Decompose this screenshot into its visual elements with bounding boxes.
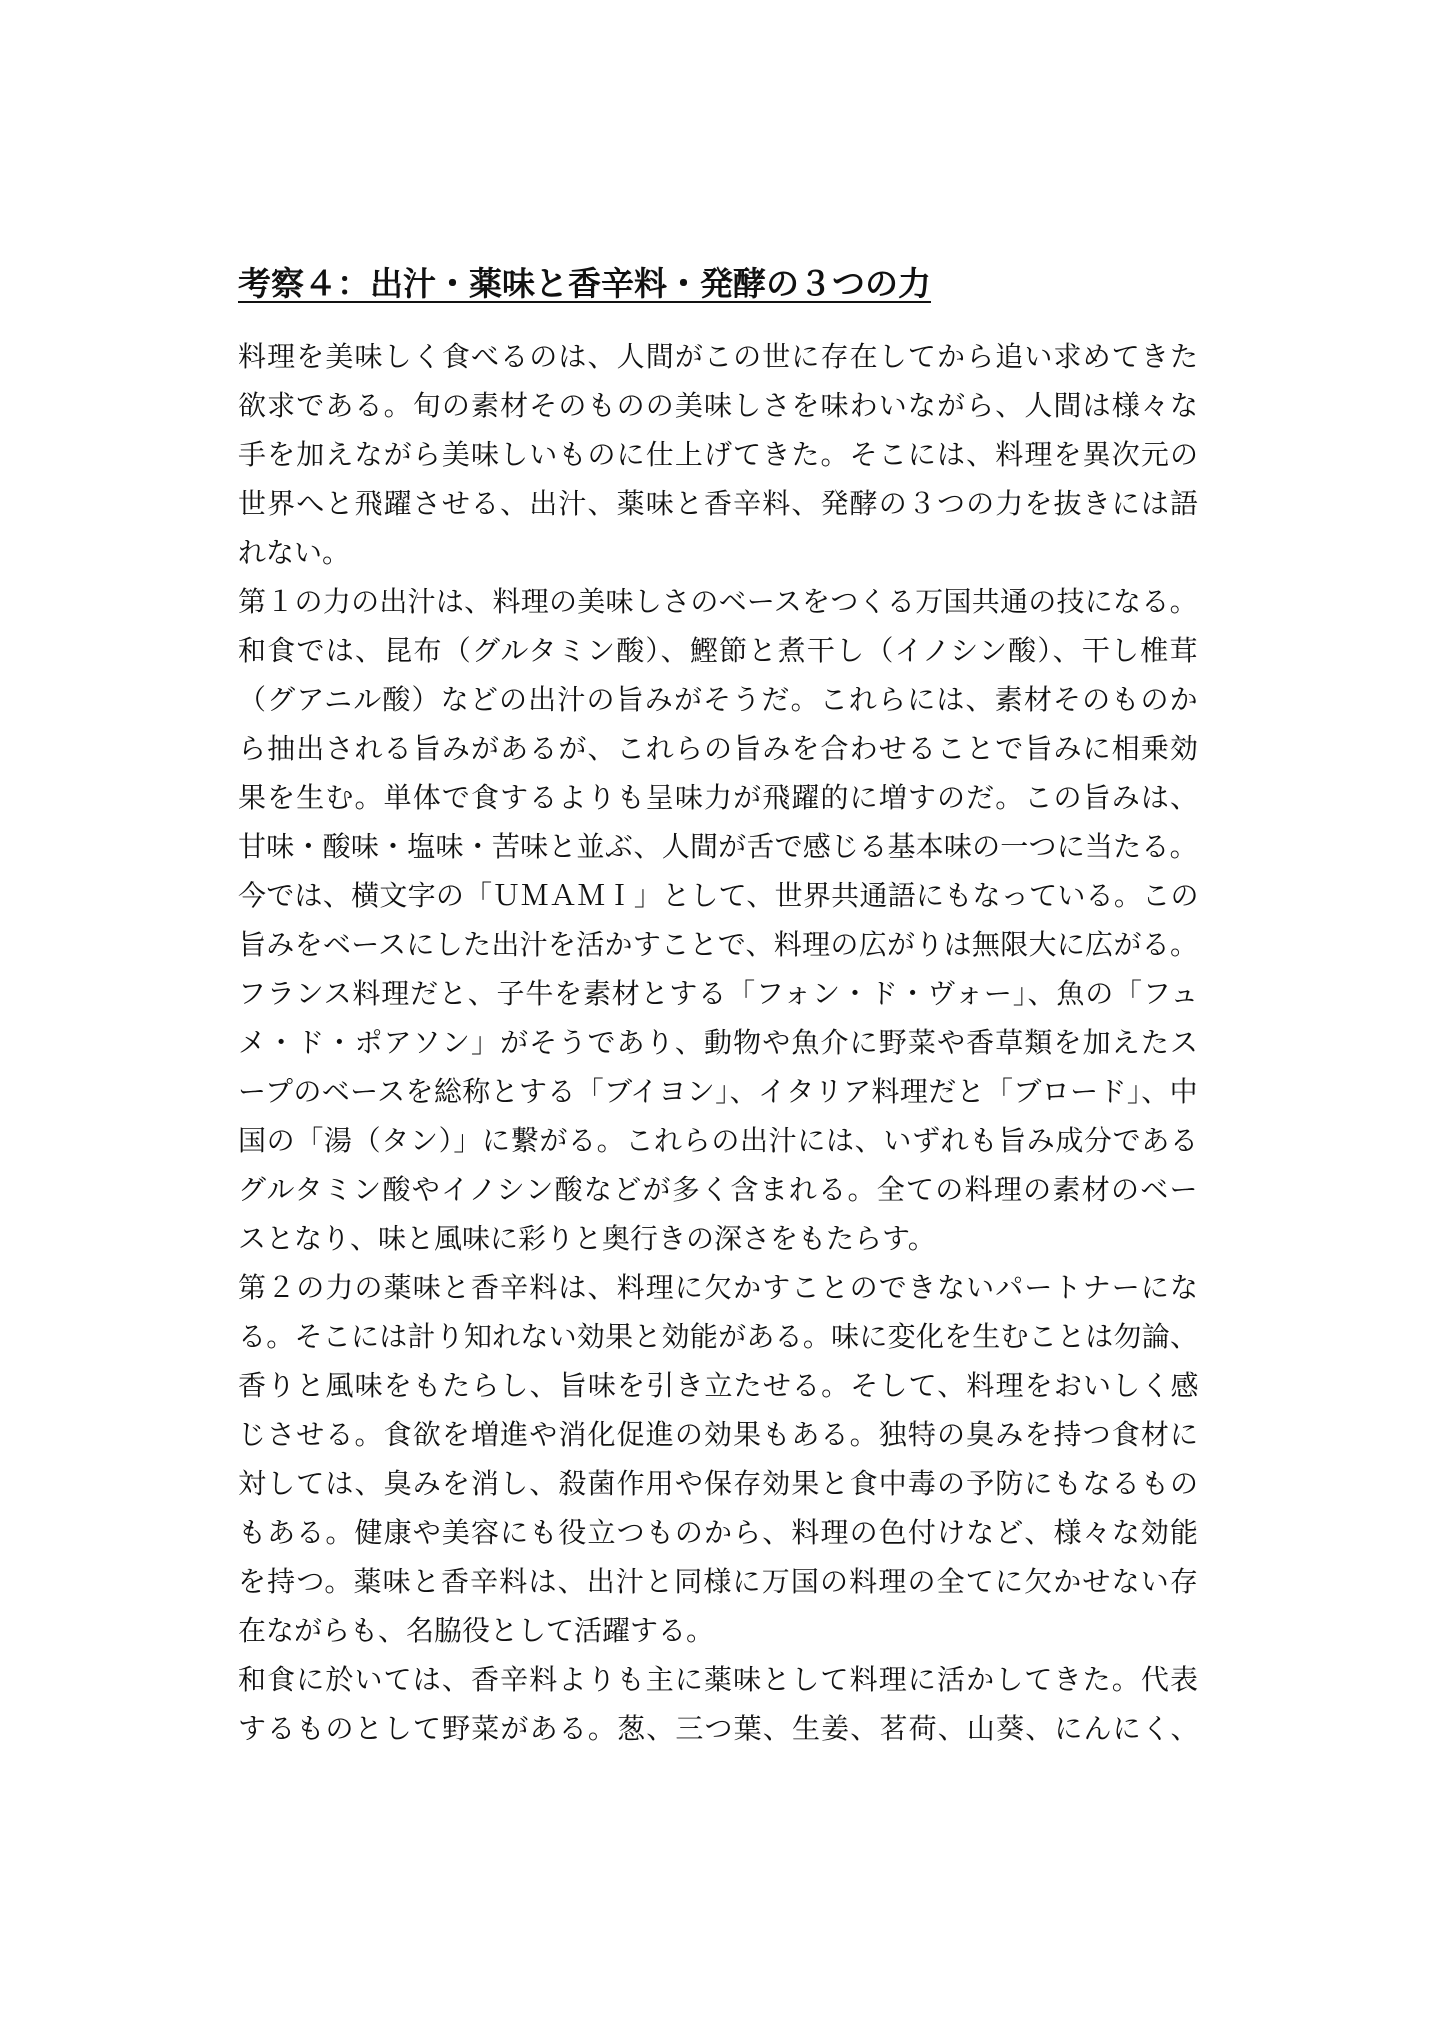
text-line: 和食に於いては、香辛料よりも主に薬味として料理に活かしてきた。代表 <box>238 1663 1200 1696</box>
text-line: 旨みをベースにした出汁を活かすことで、料理の広がりは無限大に広がる。 <box>238 928 1199 961</box>
text-line: 欲求である。旬の素材そのものの美味しさを味わいながら、人間は様々な <box>238 389 1200 422</box>
text-line: る。そこには計り知れない効果と効能がある。味に変化を生むことは勿論、 <box>238 1320 1199 1353</box>
text-line: 今では、横文字の「ＵＭＡＭＩ」として、世界共通語にもなっている。この <box>238 879 1199 912</box>
text-line: れない。 <box>238 536 351 569</box>
text-line: 手を加えながら美味しいものに仕上げてきた。そこには、料理を異次元の <box>238 438 1200 471</box>
text-line: 和食では、昆布（グルタミン酸）、鰹節と煮干し（イノシン酸）、干し椎茸 <box>238 634 1199 667</box>
text-line: じさせる。食欲を増進や消化促進の効果もある。独特の臭みを持つ食材に <box>238 1418 1200 1451</box>
text-line: を持つ。薬味と香辛料は、出汁と同様に万国の料理の全てに欠かせない存 <box>238 1565 1200 1598</box>
text-line: 国の「湯（タン）」に繋がる。これらの出汁には、いずれも旨み成分である <box>238 1124 1199 1157</box>
text-line: 料理を美味しく食べるのは、人間がこの世に存在してから追い求めてきた <box>238 340 1200 373</box>
text-line: 世界へと飛躍させる、出汁、薬味と香辛料、発酵の３つの力を抜きには語 <box>238 487 1200 520</box>
text-line: 第２の力の薬味と香辛料は、料理に欠かすことのできないパートナーにな <box>238 1271 1200 1304</box>
text-line: 第１の力の出汁は、料理の美味しさのベースをつくる万国共通の技になる。 <box>238 585 1198 618</box>
text-line: 在ながらも、名脇役として活躍する。 <box>238 1614 715 1647</box>
text-line: 対しては、臭みを消し、殺菌作用や保存効果と食中毒の予防にもなるもの <box>238 1467 1200 1500</box>
text-line: 果を生む。単体で食するよりも呈味力が飛躍的に増すのだ。この旨みは、 <box>238 781 1200 814</box>
text-line: （グアニル酸）などの出汁の旨みがそうだ。これらには、素材そのものか <box>238 683 1199 716</box>
text-line: スとなり、味と風味に彩りと奥行きの深さをもたらす。 <box>238 1222 936 1255</box>
text-line: フランス料理だと、子牛を素材とする「フォン・ド・ヴォー」、魚の「フュ <box>238 977 1200 1010</box>
text-line: ープのベースを総称とする「ブイヨン」、イタリア料理だと「ブロード」、中 <box>238 1075 1199 1108</box>
text-line: グルタミン酸やイノシン酸などが多く含まれる。全ての料理の素材のベー <box>238 1173 1199 1206</box>
text-line: メ・ド・ポアソン」がそうであり、動物や魚介に野菜や香草類を加えたス <box>238 1026 1200 1059</box>
text-line: ら抽出される旨みがあるが、これらの旨みを合わせることで旨みに相乗効 <box>238 732 1200 765</box>
text-line: 甘味・酸味・塩味・苦味と並ぶ、人間が舌で感じる基本味の一つに当たる。 <box>238 830 1198 863</box>
text-line: もある。健康や美容にも役立つものから、料理の色付けなど、様々な効能 <box>238 1516 1200 1549</box>
section-heading: 考察４：出汁・薬味と香辛料・発酵の３つの力 <box>238 264 931 303</box>
text-line: するものとして野菜がある。葱、三つ葉、生姜、茗荷、山葵、にんにく、 <box>238 1712 1200 1745</box>
body-text <box>238 332 1198 1753</box>
text-line: 香りと風味をもたらし、旨味を引き立たせる。そして、料理をおいしく感 <box>238 1369 1200 1402</box>
